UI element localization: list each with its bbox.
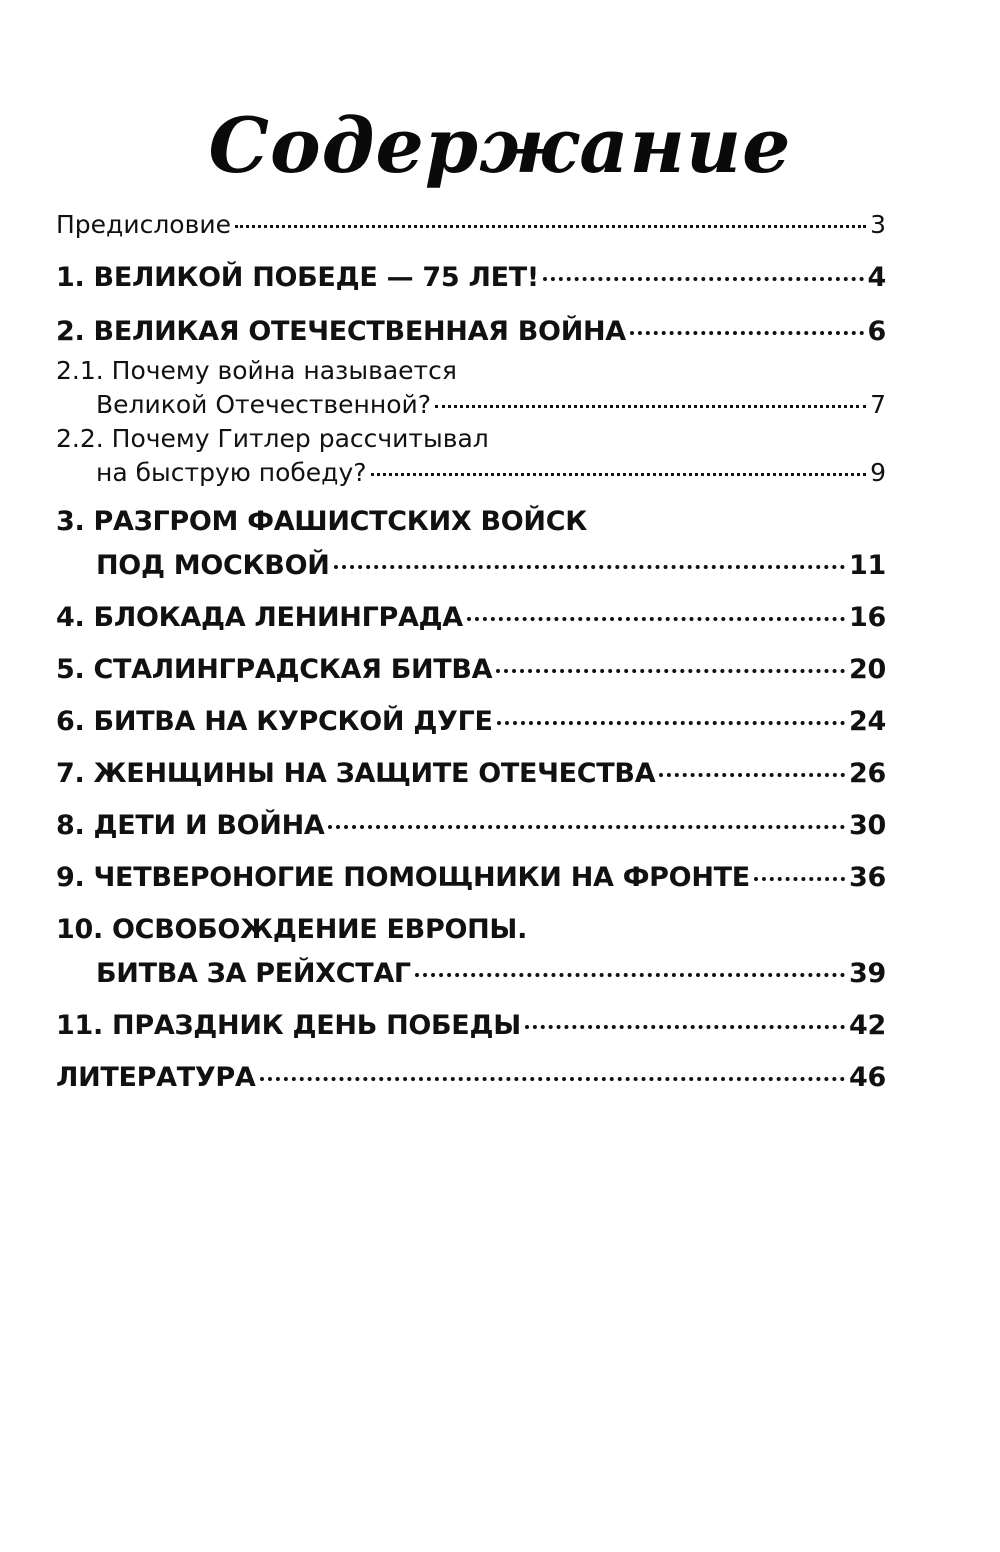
toc-page-number: 4: [867, 262, 886, 293]
toc-entry-label: 7. ЖЕНЩИНЫ НА ЗАЩИТЕ ОТЕЧЕСТВА: [56, 758, 656, 789]
toc-entry-label: 2.1. Почему война называется: [56, 356, 457, 385]
toc-entry-line: [56, 752, 886, 796]
dot-leader: [497, 721, 845, 725]
toc-entry-label: 3. РАЗГРОМ ФАШИСТСКИХ ВОЙСК: [56, 506, 587, 537]
toc-entry[interactable]: [56, 752, 886, 796]
toc-entry-line: [56, 700, 886, 744]
toc-entry[interactable]: [56, 310, 886, 354]
toc-page-number: 6: [867, 316, 886, 347]
toc-entry-line: [56, 310, 886, 354]
toc-entry-label: 6. БИТВА НА КУРСКОЙ ДУГЕ: [56, 706, 493, 737]
toc-page-number: 9: [870, 458, 886, 487]
table-of-contents: [56, 208, 886, 1100]
toc-entry-label: Предисловие: [56, 210, 231, 239]
dot-leader: [543, 277, 864, 281]
toc-page-number: 30: [849, 810, 886, 841]
toc-entry[interactable]: [56, 648, 886, 692]
toc-entry[interactable]: [56, 422, 886, 490]
toc-entry-label: ЛИТЕРАТУРА: [56, 1062, 256, 1093]
toc-entry-line: [56, 908, 886, 952]
toc-entry-line: [56, 856, 886, 900]
toc-entry[interactable]: [56, 500, 886, 588]
toc-entry-line: [56, 388, 886, 422]
dot-leader: [415, 973, 845, 977]
toc-page-number: 11: [849, 550, 886, 581]
toc-entry-label: Великой Отечественной?: [96, 390, 432, 419]
toc-entry-label: БИТВА ЗА РЕЙХСТАГ: [96, 958, 411, 989]
toc-entry-line: [56, 256, 886, 300]
toc-entry-label: ПОД МОСКВОЙ: [96, 550, 330, 581]
toc-entry-line: [56, 952, 886, 996]
dot-leader: [235, 225, 866, 228]
toc-page-number: 46: [849, 1062, 886, 1093]
toc-entry-label: 11. ПРАЗДНИК ДЕНЬ ПОБЕДЫ: [56, 1010, 521, 1041]
dot-leader: [525, 1025, 845, 1029]
toc-entry[interactable]: [56, 1056, 886, 1100]
dot-leader: [754, 877, 845, 881]
dot-leader: [334, 565, 845, 569]
toc-entry-line: [56, 1004, 886, 1048]
toc-page-number: 24: [849, 706, 886, 737]
toc-entry[interactable]: [56, 1004, 886, 1048]
toc-entry[interactable]: [56, 354, 886, 422]
dot-leader: [630, 331, 864, 335]
toc-page-number: 39: [849, 958, 886, 989]
toc-entry-line: [56, 422, 886, 456]
toc-entry-line: [56, 544, 886, 588]
dot-leader: [371, 473, 867, 476]
toc-page-number: 42: [849, 1010, 886, 1041]
dot-leader: [260, 1077, 846, 1081]
dot-leader: [659, 773, 845, 777]
toc-entry[interactable]: [56, 804, 886, 848]
toc-entry-label: 2.2. Почему Гитлер рассчитывал: [56, 424, 489, 453]
dot-leader: [467, 617, 845, 621]
toc-entry[interactable]: [56, 700, 886, 744]
toc-entry-line: [56, 648, 886, 692]
toc-entry-label: на быструю победу?: [96, 458, 367, 487]
toc-entry[interactable]: [56, 596, 886, 640]
page-title: Содержание: [208, 101, 792, 190]
toc-entry-label: 2. ВЕЛИКАЯ ОТЕЧЕСТВЕННАЯ ВОЙНА: [56, 316, 626, 347]
toc-entry-line: [56, 354, 886, 388]
toc-page-number: 36: [849, 862, 886, 893]
toc-entry[interactable]: [56, 908, 886, 996]
toc-page-number: 3: [870, 210, 886, 239]
toc-entry[interactable]: [56, 256, 886, 300]
toc-entry-line: [56, 456, 886, 490]
toc-entry-label: 10. ОСВОБОЖДЕНИЕ ЕВРОПЫ.: [56, 914, 528, 945]
toc-entry-label: 5. СТАЛИНГРАДСКАЯ БИТВА: [56, 654, 493, 685]
toc-entry-line: [56, 804, 886, 848]
toc-entry-line: [56, 1056, 886, 1100]
dot-leader: [435, 405, 866, 408]
toc-entry-label: 8. ДЕТИ И ВОЙНА: [56, 810, 325, 841]
dot-leader: [328, 825, 845, 829]
toc-entry-label: 4. БЛОКАДА ЛЕНИНГРАДА: [56, 602, 463, 633]
toc-page-number: 16: [849, 602, 886, 633]
dot-leader: [496, 669, 845, 673]
toc-entry[interactable]: [56, 208, 886, 242]
toc-entry-label: 9. ЧЕТВЕРОНОГИЕ ПОМОЩНИКИ НА ФРОНТЕ: [56, 862, 750, 893]
toc-entry-line: [56, 208, 886, 242]
toc-page-number: 20: [849, 654, 886, 685]
toc-entry[interactable]: [56, 856, 886, 900]
toc-page-number: 26: [849, 758, 886, 789]
toc-page-number: 7: [870, 390, 886, 419]
toc-entry-line: [56, 596, 886, 640]
toc-entry-label: 1. ВЕЛИКОЙ ПОБЕДЕ — 75 ЛЕТ!: [56, 262, 539, 293]
toc-entry-line: [56, 500, 886, 544]
